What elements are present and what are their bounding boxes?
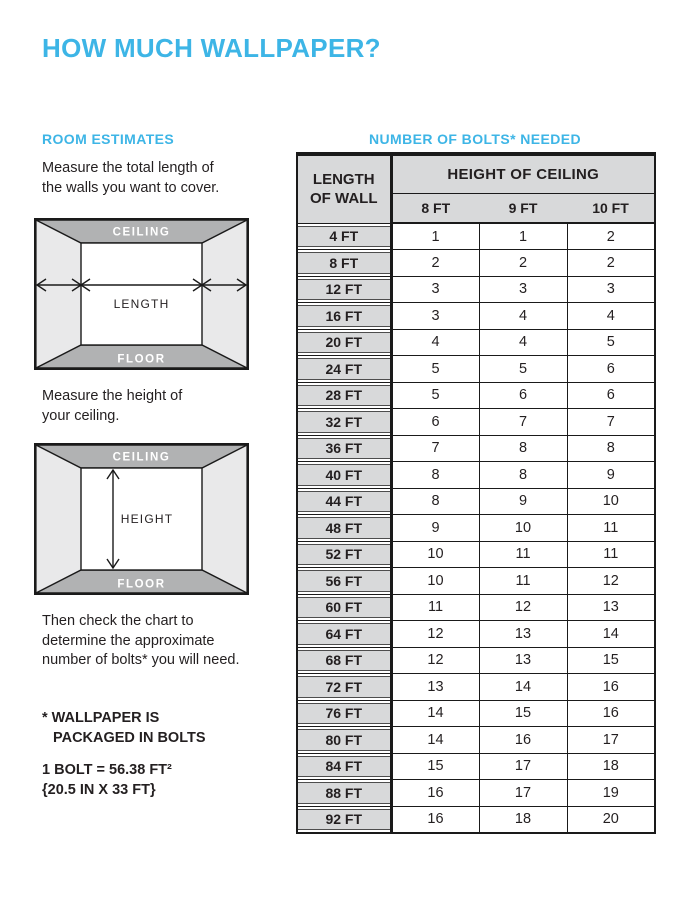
bolt-count-cell: 13 [391, 674, 479, 701]
table-row [297, 303, 655, 330]
length-of-wall-header [297, 154, 391, 223]
bolt-count-cell: 18 [479, 806, 567, 833]
bolt-count-cell: 12 [391, 647, 479, 674]
bolt-count-cell: 3 [391, 276, 479, 303]
bolt-count-cell: 16 [391, 780, 479, 807]
bolt-count-cell: 17 [479, 753, 567, 780]
corner-header-line: OF WALL [310, 190, 378, 208]
bolt-count-cell: 9 [479, 488, 567, 515]
ceiling-label: CEILING [112, 226, 171, 239]
bolt-count-cell: 16 [567, 674, 655, 701]
instruction-line: Measure the height of [42, 388, 183, 404]
wall-length-label: 52 FT [297, 541, 391, 568]
bolt-count-cell: 11 [567, 515, 655, 542]
bolt-count-cell: 14 [479, 674, 567, 701]
instruction-measure-height [42, 387, 182, 426]
column-header-8ft: 8 FT [391, 193, 479, 223]
bolt-count-cell: 8 [479, 435, 567, 462]
bolt-count-cell: 16 [567, 700, 655, 727]
height-label: HEIGHT [120, 512, 174, 526]
bolt-count-cell: 11 [479, 541, 567, 568]
bolt-count-cell: 10 [479, 515, 567, 542]
room-height-diagram [34, 443, 249, 595]
footnote-line: PACKAGED IN BOLTS [53, 729, 206, 746]
table-row [297, 647, 655, 674]
length-label: LENGTH [113, 297, 170, 311]
bolt-count-cell: 2 [391, 250, 479, 277]
wall-length-label: 60 FT [297, 594, 391, 621]
bolt-count-cell: 15 [479, 700, 567, 727]
bolt-count-cell: 2 [479, 250, 567, 277]
bolt-count-cell: 18 [567, 753, 655, 780]
wall-length-label: 56 FT [297, 568, 391, 595]
table-row [297, 435, 655, 462]
bolt-count-cell: 13 [567, 594, 655, 621]
table-row [297, 541, 655, 568]
wall-length-label: 20 FT [297, 329, 391, 356]
wall-length-label: 8 FT [297, 250, 391, 277]
table-row [297, 250, 655, 277]
bolt-count-cell: 10 [391, 568, 479, 595]
bolts-needed-heading: NUMBER OF BOLTS* NEEDED [369, 131, 581, 147]
wall-length-label: 4 FT [297, 223, 391, 250]
bolt-count-cell: 2 [567, 250, 655, 277]
bolt-count-cell: 16 [479, 727, 567, 754]
table-row [297, 515, 655, 542]
bolt-count-cell: 4 [391, 329, 479, 356]
bolt-count-cell: 11 [567, 541, 655, 568]
wall-length-label: 92 FT [297, 806, 391, 833]
table-row [297, 568, 655, 595]
table-row [297, 727, 655, 754]
page-title: HOW MUCH WALLPAPER? [42, 33, 381, 63]
bolt-count-cell: 11 [391, 594, 479, 621]
wall-length-label: 24 FT [297, 356, 391, 383]
table-row [297, 674, 655, 701]
bolt-count-cell: 13 [479, 647, 567, 674]
bolt-count-cell: 2 [567, 223, 655, 250]
wall-length-label: 32 FT [297, 409, 391, 436]
floor-label: FLOOR [117, 578, 166, 591]
bolt-count-cell: 6 [391, 409, 479, 436]
wall-length-label: 88 FT [297, 780, 391, 807]
bolt-count-cell: 8 [567, 435, 655, 462]
bolt-count-cell: 14 [391, 700, 479, 727]
instruction-line: Then check the chart to [42, 613, 194, 629]
bolt-count-cell: 4 [567, 303, 655, 330]
bolts-table [296, 152, 656, 834]
bolt-count-cell: 12 [479, 594, 567, 621]
bolt-count-cell: 3 [567, 276, 655, 303]
bolt-count-cell: 8 [479, 462, 567, 489]
wall-length-label: 68 FT [297, 647, 391, 674]
instruction-line: number of bolts* you will need. [42, 652, 240, 668]
bolt-count-cell: 11 [479, 568, 567, 595]
bolt-count-cell: 9 [391, 515, 479, 542]
bolt-count-cell: 1 [391, 223, 479, 250]
wall-length-label: 12 FT [297, 276, 391, 303]
bolt-count-cell: 8 [391, 462, 479, 489]
table-row [297, 700, 655, 727]
bolt-count-cell: 20 [567, 806, 655, 833]
room-estimates-heading: ROOM ESTIMATES [42, 131, 175, 147]
bolt-count-cell: 14 [391, 727, 479, 754]
floor-label: FLOOR [117, 353, 166, 366]
bolt-count-cell: 7 [391, 435, 479, 462]
instruction-line: determine the approximate [42, 632, 215, 649]
bolts-table-body [297, 223, 655, 833]
bolt-count-cell: 6 [479, 382, 567, 409]
bolt-count-cell: 1 [479, 223, 567, 250]
table-row [297, 329, 655, 356]
ceiling-label: CEILING [112, 451, 171, 464]
bolt-count-cell: 10 [391, 541, 479, 568]
bolt-count-cell: 13 [479, 621, 567, 648]
bolt-count-cell: 3 [391, 303, 479, 330]
footnote-line: * WALLPAPER IS [42, 710, 160, 726]
column-header-10ft: 10 FT [567, 193, 655, 223]
table-row [297, 382, 655, 409]
bolt-count-cell: 5 [391, 382, 479, 409]
corner-header-line: LENGTH [312, 171, 375, 189]
wall-length-label: 40 FT [297, 462, 391, 489]
bolt-count-cell: 4 [479, 303, 567, 330]
wallpaper-bolts-footnote [42, 709, 206, 748]
bolt-count-cell: 9 [567, 462, 655, 489]
bolt-count-cell: 5 [479, 356, 567, 383]
bolt-count-cell: 17 [567, 727, 655, 754]
bolt-count-cell: 7 [567, 409, 655, 436]
bolt-count-cell: 8 [391, 488, 479, 515]
bolt-count-cell: 12 [567, 568, 655, 595]
wall-length-label: 72 FT [297, 674, 391, 701]
wall-length-label: 44 FT [297, 488, 391, 515]
bolt-count-cell: 17 [479, 780, 567, 807]
bolt-count-cell: 12 [391, 621, 479, 648]
table-row [297, 409, 655, 436]
wall-length-label: 64 FT [297, 621, 391, 648]
table-row [297, 356, 655, 383]
instruction-check-chart [42, 612, 239, 671]
bolt-count-cell: 5 [567, 329, 655, 356]
bolt-count-cell: 3 [479, 276, 567, 303]
bolt-count-cell: 15 [567, 647, 655, 674]
bolt-count-cell: 15 [391, 753, 479, 780]
bolt-count-cell: 16 [391, 806, 479, 833]
room-length-diagram [34, 218, 249, 370]
instruction-measure-length [42, 159, 219, 198]
back-wall [81, 243, 202, 345]
bolt-count-cell: 7 [479, 409, 567, 436]
wall-length-label: 16 FT [297, 303, 391, 330]
bolt-count-cell: 6 [567, 382, 655, 409]
table-row [297, 753, 655, 780]
table-row [297, 462, 655, 489]
bolt-count-cell: 10 [567, 488, 655, 515]
wall-length-label: 80 FT [297, 727, 391, 754]
table-row [297, 780, 655, 807]
wall-length-label: 36 FT [297, 435, 391, 462]
wall-length-label: 84 FT [297, 753, 391, 780]
table-row [297, 488, 655, 515]
bolt-definition [42, 761, 172, 800]
column-header-9ft: 9 FT [479, 193, 567, 223]
table-row [297, 621, 655, 648]
bolt-definition-line: 1 BOLT = 56.38 FT² [42, 762, 172, 778]
wall-length-label: 48 FT [297, 515, 391, 542]
wall-length-label: 28 FT [297, 382, 391, 409]
bolt-count-cell: 19 [567, 780, 655, 807]
table-row [297, 806, 655, 833]
height-of-ceiling-header: HEIGHT OF CEILING [391, 154, 655, 193]
table-row [297, 276, 655, 303]
wall-length-label: 76 FT [297, 700, 391, 727]
bolt-count-cell: 4 [479, 329, 567, 356]
table-row [297, 594, 655, 621]
instruction-line: Measure the total length of [42, 160, 214, 176]
bolt-count-cell: 14 [567, 621, 655, 648]
bolt-definition-line: {20.5 IN X 33 FT} [42, 781, 156, 798]
bolt-count-cell: 6 [567, 356, 655, 383]
bolt-count-cell: 5 [391, 356, 479, 383]
instruction-line: your ceiling. [42, 407, 120, 424]
instruction-line: the walls you want to cover. [42, 179, 220, 196]
table-row [297, 223, 655, 250]
